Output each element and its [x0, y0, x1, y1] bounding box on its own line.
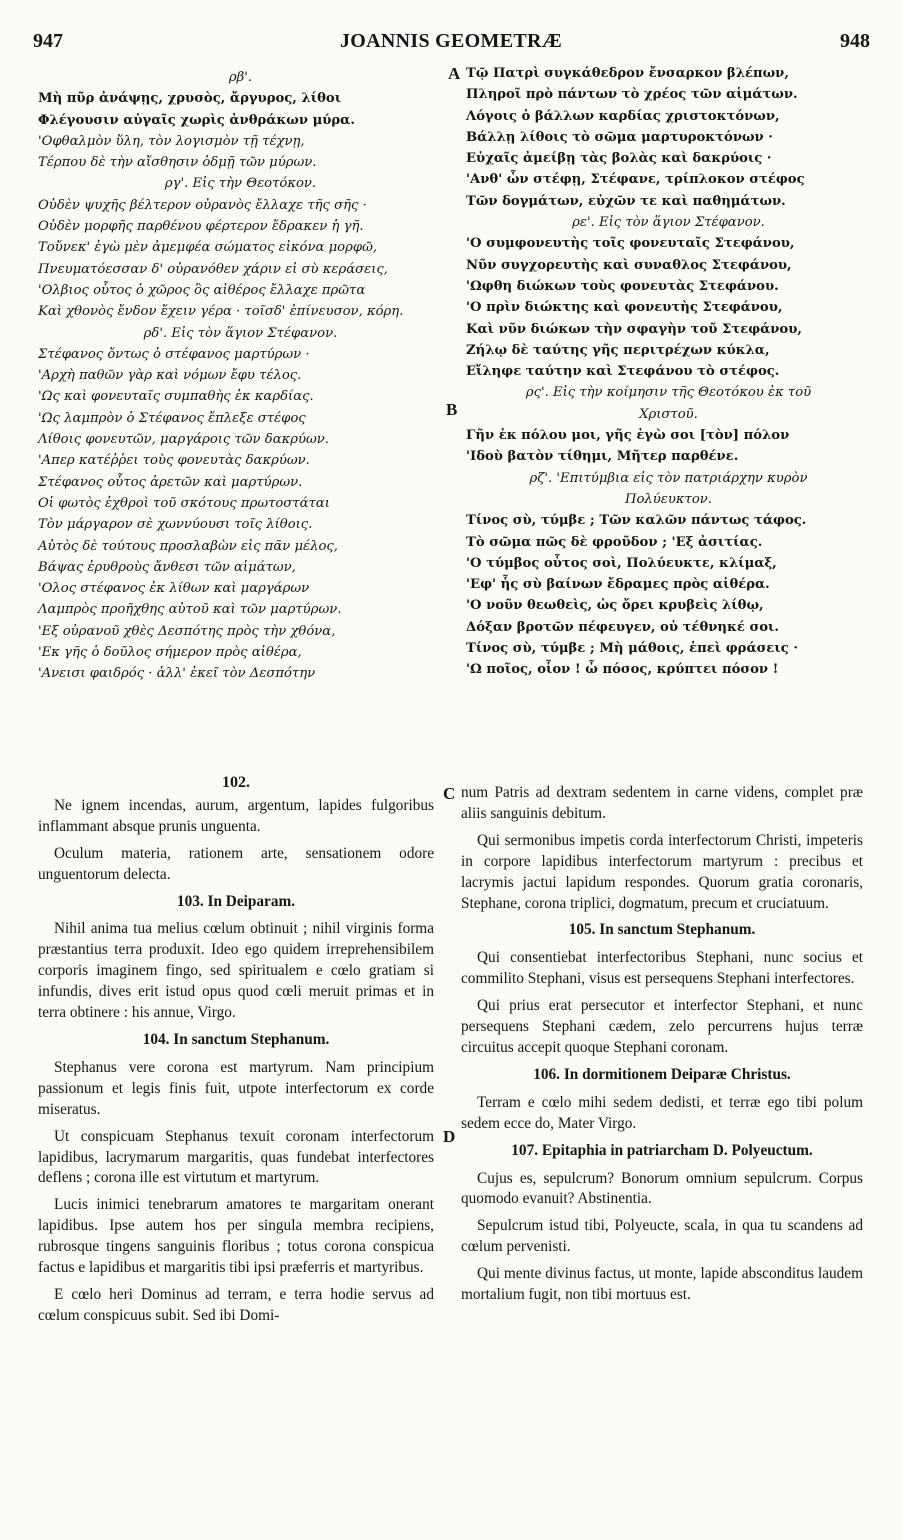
greek-verse-line: Τίνος σὺ, τύμβε ; Μὴ μάθοις, ἐπεὶ φράσεις ·: [466, 641, 798, 657]
latin-section-number: 102.: [222, 774, 250, 791]
greek-verse-line: 'Ανεισι φαιδρός · ἀλλ' ἐκεῖ τὸν Δεσπότην: [38, 666, 316, 682]
greek-verse-line: Φλέγουσιν αὐγαῖς χωρὶς ἀνθράκων μύρα.: [38, 112, 355, 128]
right-page-number: 948: [840, 30, 870, 52]
latin-paragraph: Qui prius erat persecutor et interfector Stephani, et nunc persequens Stephani cædem, zelo percurrens hujus terræ circuitus accepit quoque Stephani coronam.: [461, 997, 863, 1056]
greek-verse-line: 'Ωφθη διώκων τοὺς φονευτὰς Στεφάνου.: [466, 278, 779, 294]
greek-heading: Πολύευκτον.: [624, 491, 712, 507]
greek-text-right-column: [466, 63, 871, 681]
latin-section-heading: 107. Epitaphia in patriarcham D. Polyeuctum.: [511, 1141, 813, 1159]
greek-verse-line: Μὴ πῦρ ἀνάψῃς, χρυσὸς, ἄργυρος, λίθοι: [38, 91, 342, 107]
greek-verse-line: Στέφανος ὄντως ὁ στέφανος μαρτύρων ·: [38, 346, 310, 362]
greek-verse-line: Τέρπου δὲ τὴν αἴσθησιν ὀδμῇ τῶν μύρων.: [38, 155, 317, 171]
greek-verse-line: 'Ολος στέφανος ἐκ λίθων καὶ μαργάρων: [38, 581, 310, 597]
greek-verse-line: Πνευματόεσσαν δ' οὐρανόθεν χάριν εἰ σὺ κεράσεις,: [38, 261, 388, 277]
greek-verse-line: Τοὔνεκ' ἐγὼ μὲν ἀμεμφέα σώματος εἰκόνα μορφῶ,: [38, 240, 378, 256]
running-title: JOANNIS GEOMETRÆ: [339, 30, 563, 52]
greek-verse-line: Δόξαν βροτῶν πέφευγεν, οὐ τέθνηκέ σοι.: [466, 619, 779, 635]
greek-verse-line: Καὶ νῦν διώκων τὴν σφαγὴν τοῦ Στεφάνου,: [466, 321, 802, 337]
latin-section-heading: 106. In dormitionem Deiparæ Christus.: [533, 1065, 791, 1083]
greek-verse-line: 'Εφ' ἧς σὺ βαίνων ἔδραμες πρὸς αἰθέρα.: [466, 577, 770, 593]
greek-verse-line: 'Αρχὴ παθῶν γὰρ καὶ νόμων ἔφυ τέλος.: [38, 368, 302, 384]
greek-heading: Χριστοῦ.: [639, 406, 698, 422]
greek-verse-line: 'Εξ οὐρανοῦ χθὲς Δεσπότης πρὸς τὴν χθόνα,: [38, 623, 336, 639]
greek-verse-line: 'Ολβιος οὗτος ὁ χῶρος ὃς αἰθέρος ἔλλαχε πρῶτα: [38, 282, 366, 298]
greek-verse-line: Καὶ χθονὸς ἔνδον ἔχειν γέρα · τοῖσδ' ἐπίνευσον, κόρη.: [38, 304, 404, 320]
greek-verse-line: Τῷ Πατρὶ συγκάθεδρον ἔνσαρκον βλέπων,: [466, 66, 789, 81]
greek-verse-line: Γῆν ἐκ πόλου μοι, γῆς ἐγὼ σοι [τὸν] πόλον: [466, 428, 790, 444]
latin-translation-left-column: [38, 773, 434, 1333]
latin-paragraph: Oculum materia, rationem arte, sensationem odore unguentorum delecta.: [38, 844, 434, 883]
greek-verse-line: Βάψας ἐρυθροὺς ἄνθεσι τῶν αἱμάτων,: [38, 559, 296, 575]
greek-verse-line: 'Ω ποῖος, οἷον ! ὦ πόσος, κρύπτει πόσον !: [466, 662, 779, 678]
greek-verse-line: 'Ο συμφονευτὴς τοῖς φονευταῖς Στεφάνου,: [466, 236, 795, 252]
greek-verse-line: 'Ως καὶ φονευταῖς συμπαθὴς ἐκ καρδίας.: [38, 389, 314, 405]
greek-verse-line: Εἴληφε ταύτην καὶ Στεφάνου τὸ στέφος.: [466, 364, 780, 380]
greek-verse-line: Λόγοις ὁ βάλλων καρδίας χριστοκτόνων,: [466, 108, 780, 124]
latin-section-heading: 103. In Deiparam.: [176, 892, 296, 910]
greek-verse-line: 'Ο πρὶν διώκτης καὶ φονευτὴς Στεφάνου,: [466, 300, 783, 316]
latin-paragraph: num Patris ad dextram sedentem in carne videns, complet præ aliis sanguinis debitum.: [461, 784, 863, 822]
greek-verse-line: Βάλλῃ λίθοις τὸ σῶμα μαρτυροκτόνων ·: [466, 129, 773, 145]
greek-heading: ρε'. Εἰς τὸν ἅγιον Στέφανον.: [572, 215, 765, 231]
greek-verse-line: 'Ανθ' ὧν στέφῃ, Στέφανε, τρίπλοκον στέφος: [466, 172, 805, 188]
latin-paragraph: Stephanus vere corona est martyrum. Nam principium passionum et legis finis fuit, utpote interfectorum ex corde miseratus.: [38, 1058, 434, 1118]
greek-verse-line: 'Ως λαμπρὸν ὁ Στέφανος ἔπλεξε στέφος: [38, 410, 306, 426]
greek-verse-line: Λίθοις φονευτῶν, μαργάροις τῶν δακρύων.: [38, 432, 329, 448]
greek-verse-line: Εὐχαῖς ἀμείβῃ τὰς βολὰς καὶ δακρύοις ·: [466, 151, 772, 167]
greek-verse-line: Πληροῖ πρὸ πάντων τὸ χρέος τῶν αἱμάτων.: [466, 87, 798, 103]
latin-paragraph: Qui sermonibus impetis corda interfectorum Christi, impeteris in corpore lapidibus interfectorum martyrum : precibus et lacrymis jactui lapidum respondes. Quorum gratia coronaris, Stephane, corona triplici, dogmatum, precum et cruciatuum.: [461, 831, 863, 912]
latin-section-heading: 104. In sanctum Stephanum.: [142, 1030, 330, 1048]
greek-verse-line: 'Οφθαλμὸν ὕλη, τὸν λογισμὸν τῇ τέχνῃ,: [38, 133, 305, 149]
greek-text-left-column: [38, 67, 443, 685]
greek-verse-line: 'Ο νοῦν θεωθεὶς, ὡς ὄρει κρυβεὶς λίθῳ,: [466, 598, 764, 614]
greek-verse-line: Νῦν συγχορευτὴς καὶ συναθλος Στεφάνου,: [466, 257, 792, 273]
greek-verse-line: 'Εκ γῆς ὁ δοῦλος σήμερον πρὸς αἰθέρα,: [38, 645, 302, 661]
latin-paragraph: Lucis inimici tenebrarum amatores te margaritam onerant lapidibus. Ipse autem hos per singula membra recipiens, rubrosque tingens sanguinis floribus ; totus corona conspicua factus e lapidibus et margaritis tibi ipsi præferris et martyribus.: [38, 1196, 434, 1277]
greek-verse-line: 'Ο τύμβος οὗτος σοὶ, Πολύευκτε, κλίμαξ,: [466, 555, 777, 571]
greek-verse-line: Αὐτὸς δὲ τούτους προσλαβὼν εἰς πᾶν μέλος,: [38, 538, 338, 554]
greek-verse-line: Οἱ φωτὸς ἐχθροὶ τοῦ σκότους πρωτοστάται: [38, 495, 330, 511]
greek-verse-line: Τίνος σὺ, τύμβε ; Τῶν καλῶν πάντως τάφος.: [466, 513, 807, 529]
margin-mark-a: A: [448, 64, 461, 83]
left-page-number: 947: [33, 30, 63, 52]
greek-verse-line: 'Ιδοὺ βατὸν τίθημι, Μῆτερ παρθένε.: [466, 449, 739, 465]
latin-section-heading: 105. In sanctum Stephanum.: [568, 921, 756, 939]
margin-mark-b: B: [446, 400, 458, 419]
greek-verse-line: Λαμπρὸς προῆχθης αὐτοῦ καὶ τῶν μαρτύρων.: [38, 602, 342, 618]
margin-mark-c: C: [443, 784, 456, 803]
latin-paragraph: E cœlo heri Dominus ad terram, e terra hodie servus ad cœlum conspicuus subit. Sed ibi Domi-: [38, 1285, 434, 1324]
latin-paragraph: Qui consentiebat interfectoribus Stephani, nunc socius et commilito Stephani, visus est persequens Stephani interfectores.: [461, 949, 863, 988]
greek-verse-line: Τὸν μάργαρον σὲ χωννύουσι τοῖς λίθοις.: [38, 517, 313, 533]
greek-heading: ρβ'.: [228, 70, 253, 85]
latin-paragraph: Sepulcrum istud tibi, Polyeucte, scala, in qua tu scandens ad cœlum pervenisti.: [461, 1217, 863, 1256]
greek-verse-line: Στέφανος οὗτος ἀρετῶν καὶ μαρτύρων.: [38, 474, 303, 490]
greek-verse-line: Οὐδὲν μορφῆς παρθένου φέρτερον ἔδρακεν ἡ γῆ.: [38, 219, 364, 235]
greek-verse-line: 'Απερ κατέῤῥει τοὺς φονευτὰς δακρύων.: [38, 453, 310, 469]
greek-verse-line: Ζήλῳ δὲ ταύτης γῆς περιτρέχων κύκλα,: [466, 342, 770, 358]
latin-paragraph: Ut conspicuam Stephanus texuit coronam interfectorum lapidibus, lacrymarum margaritis, quas fundebat interfectores deflens ; corona ille est virtutum et martyrum.: [38, 1127, 434, 1187]
greek-verse-line: Οὐδὲν ψυχῆς βέλτερον οὐρανὸς ἔλλαχε τῆς σῆς ·: [38, 197, 367, 213]
greek-verse-line: Τῶν δογμάτων, εὐχῶν τε καὶ παθημάτων.: [466, 193, 786, 209]
latin-paragraph: Terram e cœlo mihi sedem dedisti, et terræ ego tibi polum sedem ecce do, Mater Virgo.: [461, 1093, 863, 1132]
greek-heading: ργ'. Εἰς τὴν Θεοτόκον.: [164, 176, 317, 192]
latin-paragraph: Qui mente divinus factus, ut monte, lapide absconditus laudem mortalium fugit, non tibi mortuus est.: [461, 1265, 863, 1304]
greek-heading: ρς'. Εἰς τὴν κοίμησιν τῆς Θεοτόκου ἐκ τοῦ: [525, 385, 812, 401]
greek-heading: ρζ'. 'Επιτύμβια εἰς τὸν πατριάρχην κυρὸν: [529, 470, 808, 486]
greek-verse-line: Τὸ σῶμα πῶς δὲ φροῦδον ; 'Εξ ἀσιτίας.: [466, 534, 763, 550]
greek-heading: ρδ'. Εἰς τὸν ἅγιον Στέφανον.: [143, 325, 338, 341]
latin-paragraph: Nihil anima tua melius cœlum obtinuit ; nihil virginis forma præstantius terra produxit. Ideo ego quidem irreprehensibilem corporis imaginem fingo, sed spiritualem e cœlo gratiam si infundis, dives erit istud opus quod cœli meruit primas et in terra obtinere : his annue, Virgo.: [38, 920, 434, 1022]
latin-translation-right-column: [461, 783, 863, 1312]
margin-mark-d: D: [443, 1127, 456, 1146]
latin-paragraph: Cujus es, sepulcrum? Bonorum omnium sepulcrum. Corpus quomodo evanuit? Abstinentia.: [461, 1169, 863, 1208]
latin-paragraph: Ne ignem incendas, aurum, argentum, lapides fulgoribus inflammant absque prunis unguenta.: [38, 796, 434, 835]
